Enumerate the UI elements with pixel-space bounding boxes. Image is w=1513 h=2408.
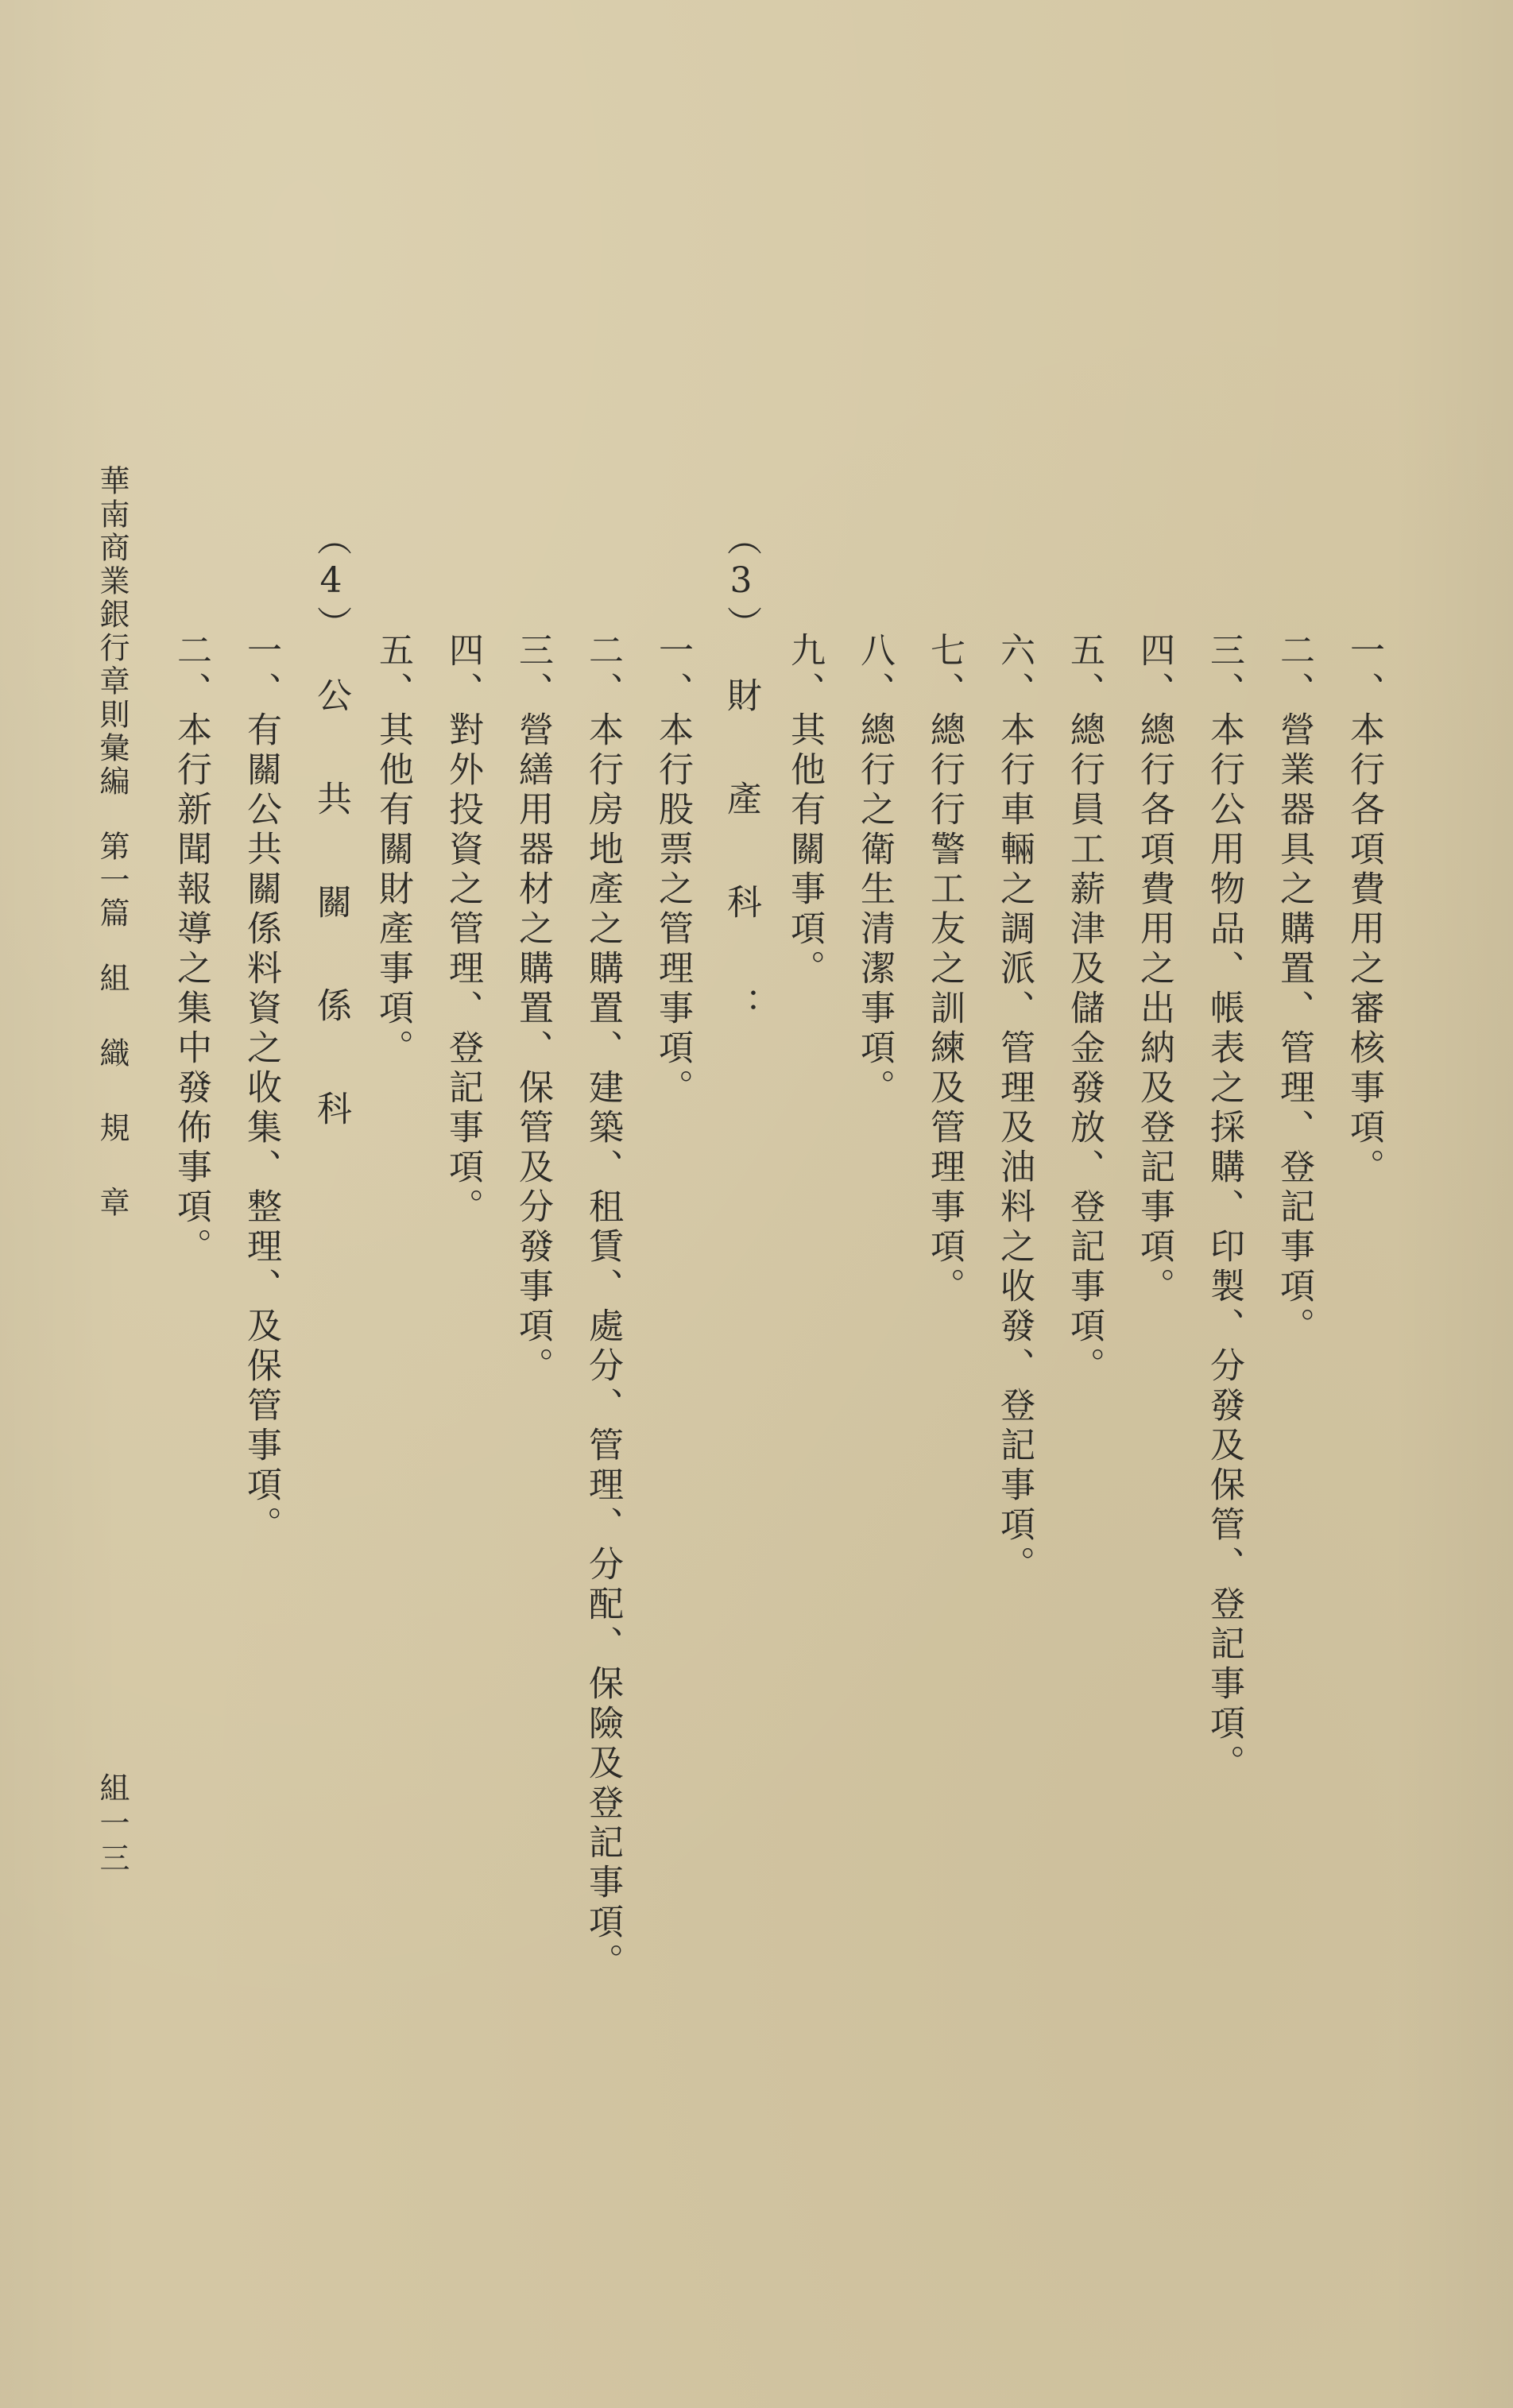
- list-item-s2-1: 一、本行各項費用之審核事項。: [1344, 632, 1384, 1188]
- list-item-s2-3: 三、本行公用物品、帳表之採購、印製、分發及保管、登記事項。: [1204, 632, 1244, 1784]
- chapter-label: 組織規章: [95, 962, 130, 1261]
- list-item-s3-3: 三、營繕用器材之購置、保管及分發事項。: [513, 632, 553, 1387]
- list-item-s2-7: 七、總行行警工友之訓練及管理事項。: [924, 632, 965, 1307]
- list-item-s3-4: 四、對外投資之管理、登記事項。: [443, 632, 483, 1228]
- section-4-number: （4）: [311, 521, 351, 645]
- list-item-s2-8: 八、總行之衛生清潔事項。: [854, 632, 895, 1109]
- list-item-s3-5: 五、其他有關財產事項。: [373, 632, 413, 1069]
- page-number: 組一三: [95, 1772, 130, 1877]
- list-item-s2-4: 四、總行各項費用之出納及登記事項。: [1134, 632, 1174, 1307]
- section-3-heading: [721, 521, 761, 1090]
- list-item-s2-6: 六、本行車輛之調派、管理及油料之收發、登記事項。: [994, 632, 1035, 1585]
- section-4-heading: [311, 521, 351, 1194]
- list-item-s2-5: 五、總行員工薪津及儲金發放、登記事項。: [1064, 632, 1105, 1387]
- list-item-s3-1: 一、本行股票之管理事項。: [652, 632, 693, 1109]
- section-3-number: （3）: [721, 521, 761, 645]
- list-item-s4-2: 二、本行新聞報導之集中發佈事項。: [171, 632, 211, 1268]
- book-title: 華南商業銀行章則彙編: [95, 465, 130, 799]
- section-3-title: 財產科：: [721, 677, 761, 1090]
- list-item-s2-2: 二、營業器具之購置、管理、登記事項。: [1274, 632, 1314, 1347]
- list-item-s3-2: 二、本行房地產之購置、建築、租賃、處分、管理、分配、保險及登記事項。: [582, 632, 623, 1983]
- list-item-s4-1: 一、有關公共關係料資之收集、整理、及保管事項。: [241, 632, 281, 1546]
- section-4-title: 公共關係科: [311, 677, 351, 1194]
- list-item-s2-9: 九、其他有關事項。: [784, 632, 825, 989]
- part-label: 第一篇: [95, 830, 130, 931]
- running-title: [95, 465, 130, 1261]
